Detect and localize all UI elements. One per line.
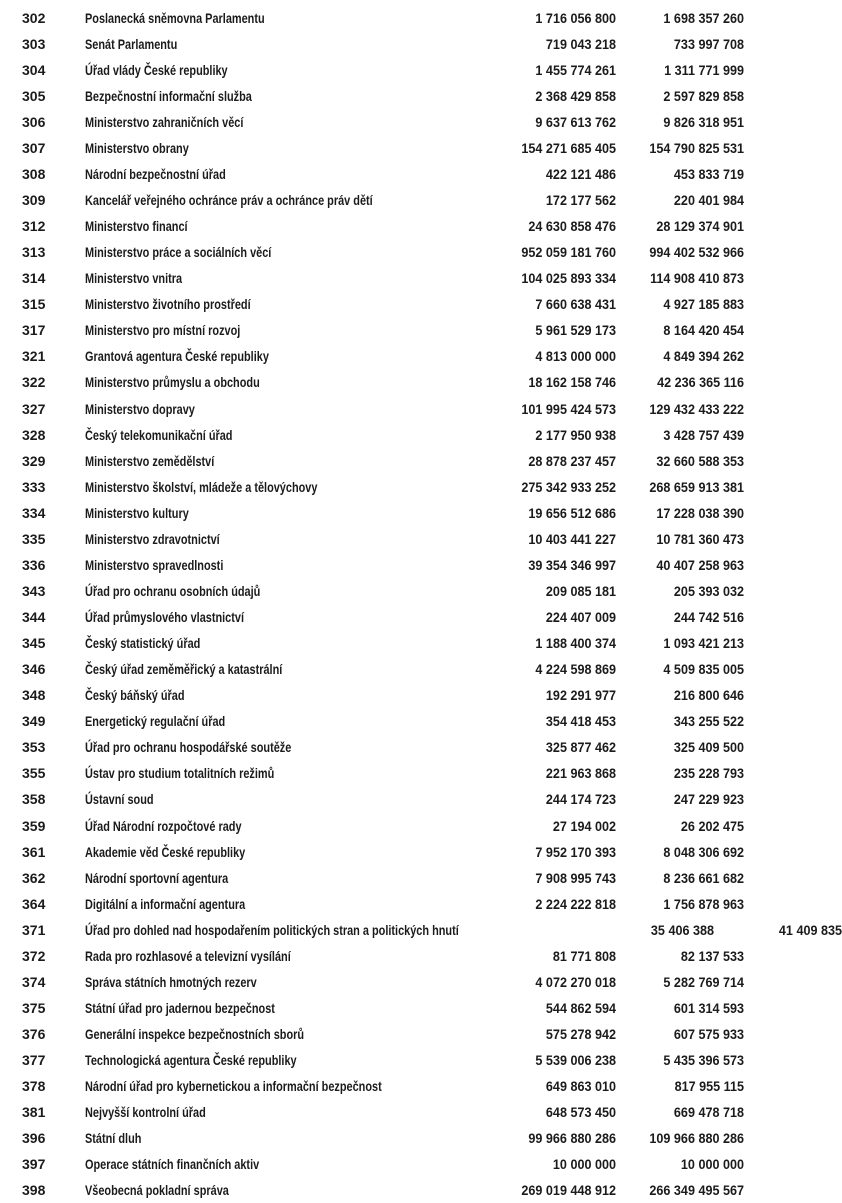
chapter-name: Český báňský úřad	[85, 687, 185, 704]
amount-column-1: 575 278 942	[545, 1026, 616, 1043]
chapter-number: 315	[22, 296, 46, 313]
table-row	[0, 839, 750, 865]
amount-column-2: 41 409 835	[779, 921, 842, 938]
amount-column-1: 104 025 893 334	[521, 270, 616, 287]
chapter-name: Bezpečnostní informační služba	[85, 87, 252, 104]
chapter-number: 359	[22, 817, 46, 834]
chapter-name: Český statistický úřad	[85, 635, 201, 652]
chapter-number: 397	[22, 1156, 46, 1173]
amount-column-1: 24 630 858 476	[528, 218, 616, 235]
amount-column-2: 453 833 719	[673, 165, 744, 182]
chapter-name: Technologická agentura České republiky	[85, 1052, 297, 1069]
chapter-name: Ministerstvo zemědělství	[85, 452, 215, 469]
amount-column-1: 354 418 453	[545, 713, 616, 730]
chapter-number: 344	[22, 609, 46, 626]
amount-column-2: 205 393 032	[673, 582, 744, 599]
amount-column-2: 601 314 593	[673, 999, 744, 1016]
table-row	[0, 734, 750, 760]
amount-column-2: 4 509 835 005	[663, 661, 744, 678]
chapter-number: 377	[22, 1052, 46, 1069]
chapter-number: 317	[22, 322, 46, 339]
chapter-name: Státní dluh	[85, 1130, 142, 1147]
amount-column-2: 40 407 258 963	[656, 556, 744, 573]
amount-column-2: 1 756 878 963	[663, 895, 744, 912]
amount-column-1: 10 403 441 227	[528, 530, 616, 547]
amount-column-2: 10 000 000	[680, 1156, 744, 1173]
amount-column-1: 9 637 613 762	[535, 113, 616, 130]
amount-column-1: 99 966 880 286	[528, 1130, 616, 1147]
amount-column-1: 649 863 010	[545, 1078, 616, 1095]
amount-column-1: 209 085 181	[545, 582, 616, 599]
amount-column-2: 26 202 475	[680, 817, 744, 834]
chapter-name: Úřad Národní rozpočtové rady	[85, 817, 242, 834]
chapter-name: Ministerstvo zahraničních věcí	[85, 113, 244, 130]
amount-column-2: 5 435 396 573	[663, 1052, 744, 1069]
table-row	[0, 891, 750, 917]
chapter-name: Operace státních finančních aktiv	[85, 1156, 260, 1173]
amount-column-1: 10 000 000	[552, 1156, 616, 1173]
amount-column-2: 216 800 646	[673, 687, 744, 704]
table-row	[0, 552, 750, 578]
chapter-number: 371	[22, 921, 46, 938]
amount-column-2: 9 826 318 951	[663, 113, 744, 130]
amount-column-2: 733 997 708	[673, 35, 744, 52]
table-row	[0, 917, 842, 943]
chapter-name: Digitální a informační agentura	[85, 895, 246, 912]
amount-column-1: 244 174 723	[545, 791, 616, 808]
chapter-number: 353	[22, 739, 46, 756]
chapter-number: 302	[22, 9, 46, 26]
table-row	[0, 578, 750, 604]
table-row	[0, 317, 750, 343]
chapter-number: 303	[22, 35, 46, 52]
chapter-name: Úřad průmyslového vlastnictví	[85, 609, 244, 626]
chapter-name: Všeobecná pokladní správa	[85, 1182, 229, 1199]
table-row	[0, 187, 750, 213]
amount-column-2: 343 255 522	[673, 713, 744, 730]
chapter-name: Ministerstvo životního prostředí	[85, 296, 251, 313]
table-row	[0, 1073, 750, 1099]
amount-column-2: 17 228 038 390	[656, 504, 744, 521]
amount-column-2: 109 966 880 286	[649, 1130, 744, 1147]
amount-column-1: 101 995 424 573	[521, 400, 616, 417]
amount-column-2: 114 908 410 873	[650, 270, 744, 287]
amount-column-2: 154 790 825 531	[649, 139, 744, 156]
chapter-name: Rada pro rozhlasové a televizní vysílání	[85, 947, 291, 964]
table-row	[0, 656, 750, 682]
amount-column-1: 275 342 933 252	[521, 478, 616, 495]
table-row	[0, 1047, 750, 1073]
chapter-number: 313	[22, 244, 46, 261]
chapter-name: Ministerstvo vnitra	[85, 270, 183, 287]
amount-column-2: 994 402 532 966	[649, 244, 744, 261]
chapter-number: 345	[22, 635, 46, 652]
chapter-name: Úřad vlády České republiky	[85, 61, 228, 78]
amount-column-2: 266 349 495 567	[649, 1182, 744, 1199]
table-row	[0, 708, 750, 734]
chapter-name: Senát Parlamentu	[85, 35, 178, 52]
amount-column-1: 7 952 170 393	[535, 843, 616, 860]
chapter-name: Ministerstvo zdravotnictví	[85, 530, 220, 547]
chapter-number: 307	[22, 139, 46, 156]
table-row	[0, 239, 750, 265]
chapter-number: 314	[22, 270, 46, 287]
amount-column-1: 2 177 950 938	[535, 426, 616, 443]
table-row	[0, 161, 750, 187]
amount-column-1: 719 043 218	[545, 35, 616, 52]
chapter-number: 304	[22, 61, 46, 78]
amount-column-1: 221 963 868	[545, 765, 616, 782]
chapter-number: 328	[22, 426, 46, 443]
table-row	[0, 943, 750, 969]
chapter-name: Nejvyšší kontrolní úřad	[85, 1104, 206, 1121]
amount-column-2: 10 781 360 473	[656, 530, 744, 547]
chapter-number: 396	[22, 1130, 46, 1147]
amount-column-1: 952 059 181 760	[521, 244, 616, 261]
amount-column-1: 27 194 002	[552, 817, 616, 834]
amount-column-2: 5 282 769 714	[663, 973, 744, 990]
table-row	[0, 265, 750, 291]
amount-column-1: 4 224 598 869	[535, 661, 616, 678]
table-row	[0, 5, 750, 31]
amount-column-1: 1 716 056 800	[535, 9, 616, 26]
chapter-name: Ústavní soud	[85, 791, 154, 808]
table-row	[0, 1177, 750, 1203]
table-row	[0, 422, 750, 448]
chapter-number: 362	[22, 869, 46, 886]
amount-column-1: 154 271 685 405	[521, 139, 616, 156]
amount-column-1: 7 660 638 431	[535, 296, 616, 313]
chapter-number: 306	[22, 113, 46, 130]
chapter-number: 358	[22, 791, 46, 808]
table-row	[0, 1099, 750, 1125]
chapter-name: Ministerstvo pro místní rozvoj	[85, 322, 241, 339]
chapter-name: Ministerstvo průmyslu a obchodu	[85, 374, 260, 391]
amount-column-2: 220 401 984	[673, 192, 744, 209]
amount-column-1: 28 878 237 457	[528, 452, 616, 469]
chapter-number: 398	[22, 1182, 46, 1199]
chapter-name: Generální inspekce bezpečnostních sborů	[85, 1026, 305, 1043]
amount-column-2: 82 137 533	[680, 947, 744, 964]
amount-column-2: 32 660 588 353	[656, 452, 744, 469]
chapter-number: 334	[22, 504, 46, 521]
chapter-name: Národní úřad pro kybernetickou a informační bezpečnost	[85, 1078, 382, 1095]
chapter-number: 372	[22, 947, 46, 964]
table-row	[0, 1021, 750, 1047]
amount-column-2: 28 129 374 901	[656, 218, 744, 235]
chapter-name: Národní sportovní agentura	[85, 869, 229, 886]
chapter-name: Ministerstvo spravedlnosti	[85, 556, 224, 573]
amount-column-2: 129 432 433 222	[649, 400, 744, 417]
chapter-number: 312	[22, 218, 46, 235]
amount-column-2: 325 409 500	[673, 739, 744, 756]
chapter-name: Český úřad zeměměřický a katastrální	[85, 661, 283, 678]
chapter-name: Český telekomunikační úřad	[85, 426, 233, 443]
chapter-name: Poslanecká sněmovna Parlamentu	[85, 9, 265, 26]
amount-column-2: 235 228 793	[673, 765, 744, 782]
amount-column-1: 1 455 774 261	[535, 61, 616, 78]
chapter-name: Ministerstvo práce a sociálních věcí	[85, 244, 272, 261]
chapter-name: Úřad pro ochranu hospodářské soutěže	[85, 739, 292, 756]
amount-column-2: 2 597 829 858	[663, 87, 744, 104]
table-row	[0, 760, 750, 786]
table-row	[0, 31, 750, 57]
table-row	[0, 396, 750, 422]
chapter-name: Kancelář veřejného ochránce práv a ochránce práv dětí	[85, 192, 373, 209]
amount-column-2: 607 575 933	[673, 1026, 744, 1043]
chapter-number: 321	[22, 348, 46, 365]
amount-column-2: 1 698 357 260	[663, 9, 744, 26]
chapter-number: 309	[22, 192, 46, 209]
chapter-number: 333	[22, 478, 46, 495]
chapter-number: 355	[22, 765, 46, 782]
amount-column-2: 4 927 185 883	[663, 296, 744, 313]
table-row	[0, 630, 750, 656]
amount-column-1: 19 656 512 686	[528, 504, 616, 521]
amount-column-1: 269 019 448 912	[521, 1182, 616, 1199]
amount-column-2: 42 236 365 116	[657, 374, 744, 391]
amount-column-1: 81 771 808	[552, 947, 616, 964]
amount-column-2: 8 048 306 692	[663, 843, 744, 860]
amount-column-1: 4 072 270 018	[535, 973, 616, 990]
amount-column-1: 172 177 562	[545, 192, 616, 209]
amount-column-2: 1 311 771 999	[664, 61, 744, 78]
chapter-number: 335	[22, 530, 46, 547]
amount-column-1: 224 407 009	[545, 609, 616, 626]
table-row	[0, 57, 750, 83]
amount-column-1: 1 188 400 374	[535, 635, 616, 652]
chapter-number: 381	[22, 1104, 46, 1121]
table-row	[0, 526, 750, 552]
chapter-number: 343	[22, 582, 46, 599]
amount-column-1: 4 813 000 000	[535, 348, 616, 365]
amount-column-1: 325 877 462	[545, 739, 616, 756]
table-row	[0, 109, 750, 135]
amount-column-1: 5 539 006 238	[535, 1052, 616, 1069]
amount-column-2: 4 849 394 262	[663, 348, 744, 365]
chapter-name: Ministerstvo dopravy	[85, 400, 195, 417]
chapter-number: 308	[22, 165, 46, 182]
chapter-number: 375	[22, 999, 46, 1016]
amount-column-2: 247 229 923	[673, 791, 744, 808]
chapter-number: 348	[22, 687, 46, 704]
chapter-name: Ministerstvo školství, mládeže a tělovýchovy	[85, 478, 318, 495]
chapter-name: Úřad pro dohled nad hospodařením politických stran a politických hnutí	[85, 921, 459, 938]
amount-column-1: 39 354 346 997	[528, 556, 616, 573]
amount-column-1: 2 224 222 818	[535, 895, 616, 912]
table-row	[0, 500, 750, 526]
table-row	[0, 474, 750, 500]
chapter-number: 336	[22, 556, 46, 573]
chapter-number: 376	[22, 1026, 46, 1043]
table-row	[0, 448, 750, 474]
chapter-name: Ústav pro studium totalitních režimů	[85, 765, 275, 782]
amount-column-1: 18 162 158 746	[528, 374, 616, 391]
chapter-number: 329	[22, 452, 46, 469]
table-row	[0, 995, 750, 1021]
amount-column-1: 192 291 977	[545, 687, 616, 704]
table-row	[0, 969, 750, 995]
chapter-number: 361	[22, 843, 46, 860]
chapter-name: Ministerstvo obrany	[85, 139, 189, 156]
amount-column-2: 817 955 115	[674, 1078, 744, 1095]
amount-column-2: 244 742 516	[673, 609, 744, 626]
amount-column-2: 8 164 420 454	[663, 322, 744, 339]
table-row	[0, 682, 750, 708]
amount-column-1: 648 573 450	[545, 1104, 616, 1121]
amount-column-2: 669 478 718	[673, 1104, 744, 1121]
amount-column-1: 7 908 995 743	[535, 869, 616, 886]
table-row	[0, 786, 750, 812]
chapter-name: Správa státních hmotných rezerv	[85, 973, 257, 990]
table-row	[0, 813, 750, 839]
amount-column-1: 35 406 388	[651, 921, 715, 938]
chapter-name: Státní úřad pro jadernou bezpečnost	[85, 999, 275, 1016]
table-row	[0, 1151, 750, 1177]
table-row	[0, 135, 750, 161]
chapter-number: 322	[22, 374, 46, 391]
amount-column-2: 268 659 913 381	[649, 478, 744, 495]
table-row	[0, 604, 750, 630]
amount-column-1: 422 121 486	[545, 165, 616, 182]
table-row	[0, 213, 750, 239]
chapter-number: 374	[22, 973, 46, 990]
amount-column-2: 1 093 421 213	[663, 635, 744, 652]
table-row	[0, 83, 750, 109]
amount-column-2: 3 428 757 439	[663, 426, 744, 443]
amount-column-2: 8 236 661 682	[663, 869, 744, 886]
amount-column-1: 544 862 594	[545, 999, 616, 1016]
chapter-number: 364	[22, 895, 46, 912]
chapter-number: 305	[22, 87, 46, 104]
chapter-name: Ministerstvo kultury	[85, 504, 189, 521]
amount-column-1: 2 368 429 858	[535, 87, 616, 104]
chapter-number: 327	[22, 400, 46, 417]
chapter-name: Ministerstvo financí	[85, 218, 188, 235]
table-row	[0, 291, 750, 317]
chapter-name: Grantová agentura České republiky	[85, 348, 269, 365]
chapter-name: Úřad pro ochranu osobních údajů	[85, 582, 261, 599]
chapter-name: Energetický regulační úřad	[85, 713, 226, 730]
table-row	[0, 1125, 750, 1151]
chapter-number: 349	[22, 713, 46, 730]
table-row	[0, 865, 750, 891]
amount-column-1: 5 961 529 173	[535, 322, 616, 339]
table-row	[0, 369, 750, 395]
chapter-number: 346	[22, 661, 46, 678]
chapter-number: 378	[22, 1078, 46, 1095]
chapter-name: Národní bezpečnostní úřad	[85, 165, 226, 182]
table-row	[0, 343, 750, 369]
chapter-name: Akademie věd České republiky	[85, 843, 246, 860]
